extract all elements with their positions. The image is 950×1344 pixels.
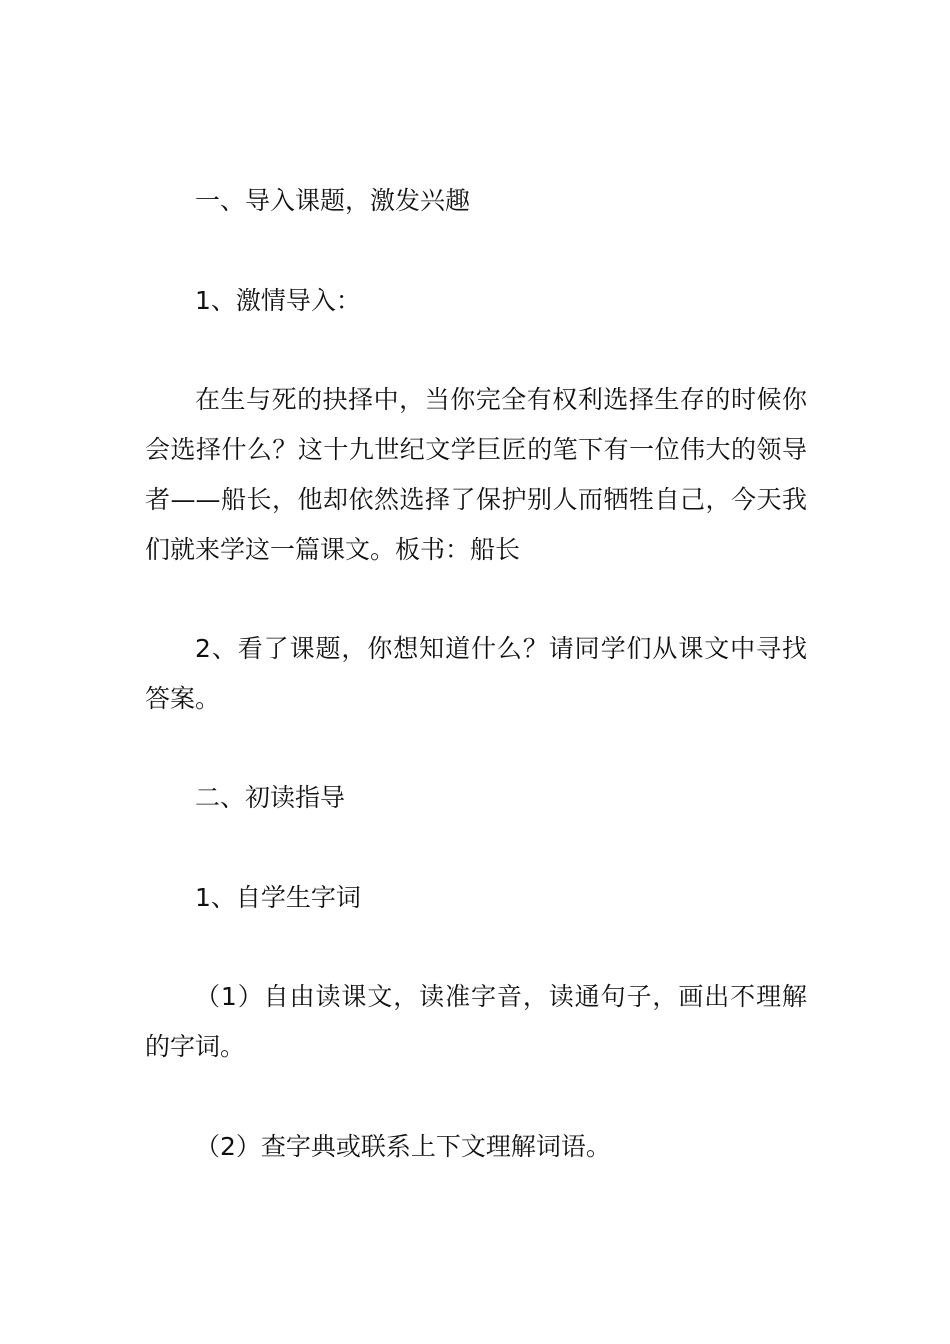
intro-paragraph: 在生与死的抉择中，当你完全有权利选择生存的时候你会选择什么？这十九世纪文学巨匠的笔下有一位伟大的领导者——船长，他却依然选择了保护别人而牺牲自己，今天我们就来学这一篇课文。板书：船长	[145, 385, 807, 564]
item-1-1: 1、激情导入：	[195, 286, 361, 315]
section-1-heading: 一、导入课题，激发兴趣	[195, 186, 471, 215]
step-2: （2）查字典或联系上下文理解词语。	[195, 1132, 611, 1161]
item-2-1: 1、自学生字词	[195, 883, 361, 912]
item-1-2: 2、看了课题，你想知道什么？请同学们从课文中寻找答案。	[145, 634, 807, 713]
section-2-heading: 二、初读指导	[195, 783, 346, 812]
step-1: （1）自由读课文，读准字音，读通句子，画出不理解的字词。	[145, 982, 807, 1061]
